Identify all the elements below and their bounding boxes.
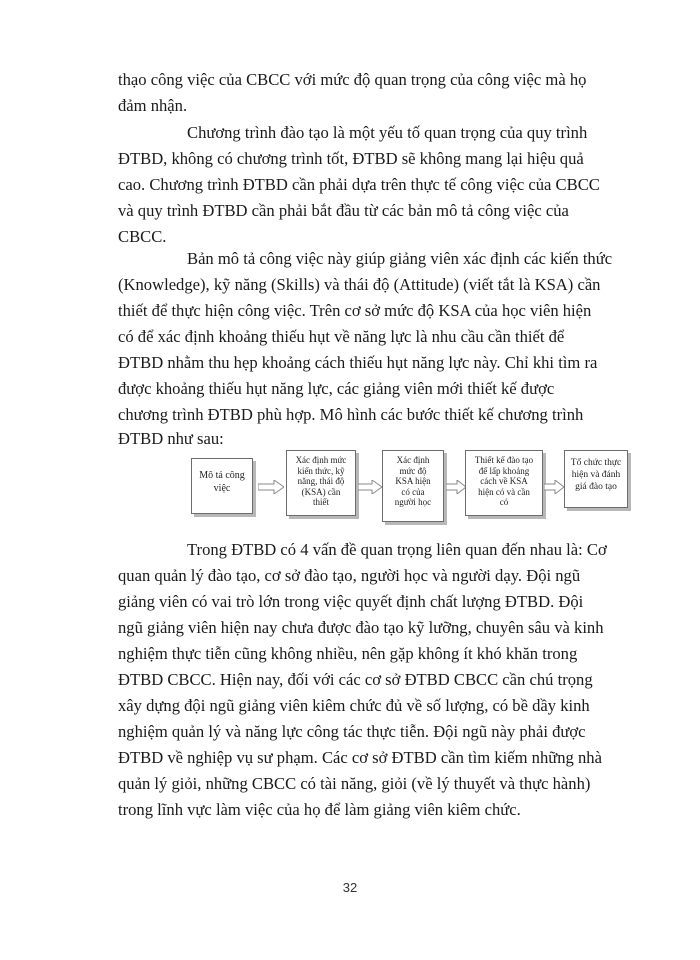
- arrow-right-icon: [544, 480, 564, 494]
- text-line: Bản mô tả công việc này giúp giảng viên xác định các kiến thức: [187, 249, 613, 268]
- text-line: ĐTBD về nghiệp vụ sư phạm. Các cơ sở ĐTBD cần tìm kiếm những nhà: [118, 748, 602, 767]
- text-line: ĐTBD, không có chương trình tốt, ĐTBD sẽ không mang lại hiệu quả: [118, 149, 584, 168]
- text-line: chương trình ĐTBD phù hợp. Mô hình các bước thiết kế chương trình: [118, 405, 584, 424]
- text-line: quan quản lý đào tạo, cơ sở đào tạo, người học và người dạy. Đội ngũ: [118, 566, 581, 585]
- flow-step-5: Tổ chức thực hiện và đánh giá đào tạo: [564, 450, 628, 508]
- text-line: ĐTBD như sau:: [118, 429, 224, 448]
- arrow-right-icon: [446, 480, 466, 494]
- text-line: (Knowledge), kỹ năng (Skills) và thái độ (Attitude) (viết tắt là KSA) cần: [118, 275, 601, 294]
- text-line: ĐTBD CBCC. Hiện nay, đối với các cơ sở ĐTBD CBCC cần chú trọng: [118, 670, 593, 689]
- training-design-flow-diagram: [186, 448, 632, 528]
- flow-step-1: Mô tả công việc: [191, 458, 253, 514]
- text-line: có để xác định khoảng thiếu hụt về năng lực là nhu cầu cần thiết để: [118, 327, 565, 346]
- text-line: xây dựng đội ngũ giảng viên kiêm chức đủ về số lượng, có bề dầy kinh: [118, 696, 590, 715]
- arrow-right-icon: [258, 480, 284, 494]
- text-line: ngũ giảng viên hiện nay chưa được đào tạo kỹ lưỡng, chuyên sâu và kinh: [118, 618, 604, 637]
- text-line: ĐTBD nhằm thu hẹp khoảng cách thiếu hụt năng lực này. Chỉ khi tìm ra: [118, 353, 598, 372]
- text-line: được khoảng thiếu hụt năng lực, các giảng viên mới thiết kế được: [118, 379, 555, 398]
- page-number: 32: [342, 880, 358, 895]
- text-line: và quy trình ĐTBD cần phải bắt đầu từ các bản mô tả công việc của: [118, 201, 569, 220]
- flow-step-4: Thiết kế đào tạo để lấp khoảng cách về KSA hiện có và cần có: [465, 450, 543, 516]
- flow-step-3: Xác định mức độ KSA hiện có của người học: [382, 450, 444, 522]
- text-line: giảng viên có vai trò lớn trong việc quyết định chất lượng ĐTBD. Đội: [118, 592, 584, 611]
- flow-step-2: Xác định mức kiến thức, kỹ năng, thái độ (KSA) cần thiết: [286, 450, 356, 516]
- text-line: trong lĩnh vực làm việc của họ để làm giảng viên kiêm chức.: [118, 800, 521, 819]
- text-line: nghiệm quản lý và năng lực công tác thực tiễn. Đội ngũ này phải được: [118, 722, 586, 741]
- text-line: thiết để thực hiện công việc. Trên cơ sở mức độ KSA của học viên hiện: [118, 301, 592, 320]
- arrow-right-icon: [358, 480, 382, 494]
- text-line: nghiệm thực tiễn cũng không nhiều, nên gặp không ít khó khăn trong: [118, 644, 578, 663]
- text-line: Trong ĐTBD có 4 vấn đề quan trọng liên quan đến nhau là: Cơ: [187, 540, 607, 559]
- text-line: Chương trình đào tạo là một yếu tố quan trọng của quy trình: [187, 123, 588, 142]
- text-line: đảm nhận.: [118, 96, 188, 115]
- text-line: CBCC.: [118, 227, 167, 246]
- text-line: thạo công việc của CBCC với mức độ quan trọng của công việc mà họ: [118, 70, 587, 89]
- text-line: quản lý giỏi, những CBCC có tài năng, giỏi (về lý thuyết và thực hành): [118, 774, 591, 793]
- text-line: cao. Chương trình ĐTBD cần phải dựa trên thực tế công việc của CBCC: [118, 175, 600, 194]
